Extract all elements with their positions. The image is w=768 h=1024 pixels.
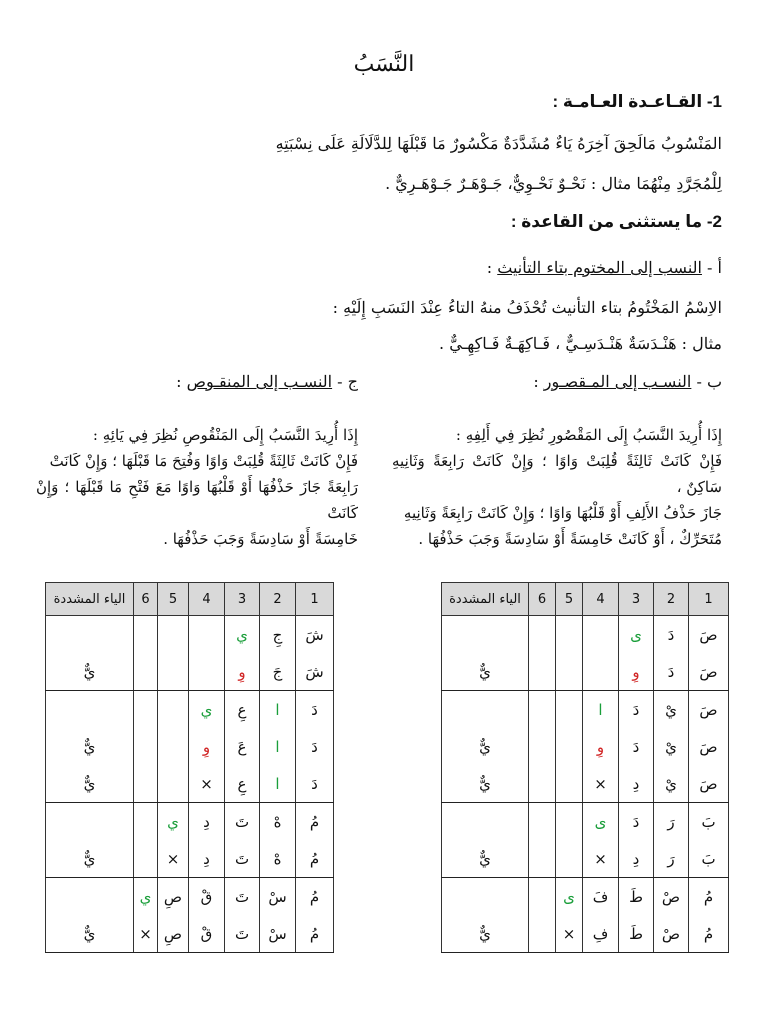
table-cell: دَ — [619, 691, 654, 729]
table-cell: مُ — [296, 915, 334, 953]
table-cell: يْ — [654, 728, 689, 765]
table-header-cell: 5 — [556, 583, 583, 616]
table-cell: صْ — [654, 915, 689, 953]
table-cell — [134, 728, 158, 765]
table-cell — [442, 691, 529, 729]
subsection-a — [487, 258, 722, 277]
table-cell — [529, 803, 556, 841]
table-cell: يٌّ — [442, 653, 529, 691]
table-cell: ى — [619, 616, 654, 654]
table-row — [442, 653, 729, 691]
table-cell: رَ — [654, 840, 689, 878]
page-title: النَّسَبُ — [353, 52, 415, 77]
table-cell: صَ — [689, 728, 729, 765]
table-cell: شَ — [296, 653, 334, 691]
table-cell: دِ — [619, 765, 654, 803]
table-cell: هْ — [260, 803, 296, 841]
c-rule-line: رَابِعَةً جَازَ حَذْفُهَا أَوْ قَلْبُهَا وَاوًا مَعَ فَتْحِ مَا قَبْلَهَا ؛ وَإِنْ كَانَتْ — [36, 478, 358, 522]
subsection-c-rule — [36, 422, 358, 552]
table-cell — [529, 653, 556, 691]
table-cell: × — [158, 840, 189, 878]
table-cell: ا — [260, 765, 296, 803]
table-cell: دِ — [189, 803, 225, 841]
c-rule-line: خَامِسَةً أَوْ سَادِسَةً وَجَبَ حَذْفُهَا . — [163, 530, 358, 548]
b-rule-line: جَازَ حَذْفُ الأَلِفِ أَوْ قَلْبُهَا وَاوًا ؛ وَإِنْ كَانَتْ رَابِعَةً وَثَانِيهِ — [403, 504, 722, 522]
table-cell — [583, 653, 619, 691]
table-header-cell: 4 — [583, 583, 619, 616]
table-row — [442, 728, 729, 765]
subsection-b-prefix: ب - — [691, 372, 722, 391]
table-cell: يٌّ — [46, 653, 134, 691]
table-row — [46, 653, 334, 691]
table-cell: مُ — [296, 803, 334, 841]
subsection-b-suffix: : — [533, 372, 544, 391]
subsection-a-example: مثال : هَنْـدَسَةٌ هَنْـدَسِـيٌّ ، فَـاكِهَـةٌ فَـاكِهِـيٌّ . — [439, 334, 722, 353]
table-row — [442, 878, 729, 916]
table-cell — [134, 765, 158, 803]
table-cell: يْ — [654, 765, 689, 803]
table-header-cell: 6 — [134, 583, 158, 616]
table-cell: فَ — [583, 878, 619, 916]
section1-heading: 1- القـاعـدة العـامـة : — [552, 92, 722, 111]
section2-heading: 2- ما يستثنى من القاعدة : — [510, 212, 722, 231]
subsection-c-label: النسـب إلى المنقـوص — [186, 372, 333, 391]
table-cell: طَ — [619, 878, 654, 916]
table-cell: ى — [556, 878, 583, 916]
table-cell — [46, 691, 134, 729]
subsection-c-suffix: : — [176, 372, 187, 391]
table-cell: × — [556, 915, 583, 953]
manqus-table — [45, 582, 334, 953]
table-cell: ي — [134, 878, 158, 916]
subsection-a-prefix: أ - — [701, 258, 722, 277]
table-cell — [134, 691, 158, 729]
table-cell — [46, 616, 134, 654]
table-cell: يٌّ — [46, 840, 134, 878]
subsection-b — [533, 372, 722, 391]
table-cell: دَ — [619, 728, 654, 765]
b-rule-line: مُتَحَرِّكٌ ، أَوْ كَانَتْ خَامِسَةً أَوْ سَادِسَةً وَجَبَ حَذْفُهَا . — [418, 530, 722, 548]
table-cell: وِ — [225, 653, 260, 691]
table-cell: ي — [225, 616, 260, 654]
table-row — [46, 915, 334, 953]
table-cell — [134, 616, 158, 654]
table-cell: يٌّ — [442, 915, 529, 953]
table-cell — [529, 616, 556, 654]
table-cell: صَ — [689, 653, 729, 691]
table-cell: × — [583, 765, 619, 803]
table-cell — [529, 728, 556, 765]
table-cell — [158, 691, 189, 729]
table-cell — [529, 915, 556, 953]
table-cell: دَ — [654, 616, 689, 654]
table-cell: دِ — [189, 840, 225, 878]
table-cell: قْ — [189, 915, 225, 953]
b-rule-line: إِذَا أُرِيدَ النَّسَبُ إِلَى المَقْصُورِ نُظِرَ فِي أَلِفِهِ : — [455, 426, 722, 444]
table-cell: ا — [260, 691, 296, 729]
table-cell: يٌّ — [46, 765, 134, 803]
table-cell: طَ — [619, 915, 654, 953]
table-cell: رَ — [654, 803, 689, 841]
table-cell — [556, 616, 583, 654]
table-cell — [158, 616, 189, 654]
subsection-b-rule — [392, 422, 722, 552]
table-cell: × — [583, 840, 619, 878]
table-row — [46, 765, 334, 803]
subsection-c — [176, 372, 358, 391]
table-cell: وِ — [619, 653, 654, 691]
b-rule-line: فَإِنْ كَانَتْ ثَالِثَةً قُلِبَتْ وَاوًا ؛ وَإِنْ كَانَتْ رَابِعَةً وَثَانِيهِ سَاكِنٌ ، — [392, 452, 722, 496]
table-header-cell: 6 — [529, 583, 556, 616]
table-cell: يٌّ — [442, 765, 529, 803]
section1-line1: المَنْسُوبُ مَالَحِقَ آخِرَهُ يَاءٌ مُشَدَّدَةٌ مَكْسُورٌ مَا قَبْلَهَا لِلدَّلَالَةِ عَلَى نِسْبَتِهِ — [275, 134, 722, 153]
table-cell: عَ — [225, 728, 260, 765]
table-cell — [189, 653, 225, 691]
table-header-cell: 2 — [260, 583, 296, 616]
table-header-cell: 2 — [654, 583, 689, 616]
table-cell: ا — [583, 691, 619, 729]
table-row — [46, 840, 334, 878]
table-cell — [134, 803, 158, 841]
table-row — [442, 765, 729, 803]
table-cell — [556, 765, 583, 803]
table-cell — [529, 878, 556, 916]
table-cell — [556, 728, 583, 765]
table-row — [442, 691, 729, 729]
table-row — [46, 878, 334, 916]
table-cell: وِ — [189, 728, 225, 765]
table-cell — [134, 653, 158, 691]
table-cell: مُ — [296, 840, 334, 878]
table-cell: ي — [158, 803, 189, 841]
table-cell: يٌّ — [442, 840, 529, 878]
subsection-c-prefix: ج - — [332, 372, 358, 391]
table-cell: هْ — [260, 840, 296, 878]
table-cell: تَ — [225, 803, 260, 841]
table-cell: قْ — [189, 878, 225, 916]
table-cell: × — [189, 765, 225, 803]
table-header-cell: الياء المشددة — [442, 583, 529, 616]
table-cell — [189, 616, 225, 654]
subsection-a-suffix: : — [486, 258, 498, 277]
table-cell — [442, 803, 529, 841]
table-header-cell: الياء المشددة — [46, 583, 134, 616]
table-cell — [556, 803, 583, 841]
table-cell: يٌّ — [46, 728, 134, 765]
maqsur-table — [441, 582, 729, 953]
table-cell: صَ — [689, 691, 729, 729]
table-header-cell: 5 — [158, 583, 189, 616]
table-cell: ا — [260, 728, 296, 765]
table-cell: سْ — [260, 915, 296, 953]
c-rule-line: فَإِنْ كَانَتْ ثَالِثَةً قُلِبَتْ وَاوًا وَفُتِحَ مَا قَبْلَهَا ؛ وَإِنْ كَانَتْ — [49, 452, 358, 470]
table-cell: صِ — [158, 878, 189, 916]
table-cell: جَ — [260, 653, 296, 691]
table-cell — [556, 653, 583, 691]
table-cell — [529, 691, 556, 729]
table-cell: صَ — [689, 616, 729, 654]
table-header-cell: 3 — [619, 583, 654, 616]
table-cell: مُ — [689, 878, 729, 916]
table-cell: يْ — [654, 691, 689, 729]
table-header-cell: 1 — [296, 583, 334, 616]
table-cell — [46, 878, 134, 916]
table-cell: يٌّ — [442, 728, 529, 765]
table-cell: عِ — [225, 765, 260, 803]
table-row — [442, 915, 729, 953]
table-cell: بَ — [689, 840, 729, 878]
table-cell: صْ — [654, 878, 689, 916]
table-cell: صِ — [158, 915, 189, 953]
table-cell: دَ — [619, 803, 654, 841]
table-cell: ى — [583, 803, 619, 841]
table-cell — [158, 728, 189, 765]
table-cell: دَ — [654, 653, 689, 691]
table-row — [442, 616, 729, 654]
table-header-cell: 1 — [689, 583, 729, 616]
table-cell: بَ — [689, 803, 729, 841]
table-cell — [556, 840, 583, 878]
table-cell — [529, 840, 556, 878]
table-row — [442, 840, 729, 878]
table-cell: وِ — [583, 728, 619, 765]
table-cell: تَ — [225, 840, 260, 878]
table-cell — [158, 765, 189, 803]
table-cell: × — [134, 915, 158, 953]
table-cell: تَ — [225, 878, 260, 916]
table-cell — [529, 765, 556, 803]
table-cell: تَ — [225, 915, 260, 953]
table-cell: دِ — [619, 840, 654, 878]
table-cell — [158, 653, 189, 691]
table-cell: صَ — [689, 765, 729, 803]
table-header-cell: 4 — [189, 583, 225, 616]
table-row — [46, 691, 334, 729]
table-cell: ي — [189, 691, 225, 729]
table-cell: مُ — [689, 915, 729, 953]
c-rule-line: إِذَا أُرِيدَ النَّسَبُ إِلَى المَنْقُوصِ نُظِرَ فِي يَائِهِ : — [92, 426, 358, 444]
table-cell — [583, 616, 619, 654]
table-cell: عِ — [225, 691, 260, 729]
subsection-a-label: النسب إلى المختوم بتاء التأنيث — [497, 258, 702, 277]
table-cell — [46, 803, 134, 841]
table-cell — [442, 616, 529, 654]
subsection-a-rule: الاِسْمُ المَخْتُومُ بتاء التأنيث تُحْذَفُ منهُ التاءُ عِنْدَ النَسَبِ إِلَيْهِ : — [332, 298, 722, 317]
subsection-b-label: النسـب إلى المـقصـور — [543, 372, 692, 391]
table-cell: دَ — [296, 728, 334, 765]
table-cell: يٌّ — [46, 915, 134, 953]
table-cell: دَ — [296, 691, 334, 729]
table-row — [46, 728, 334, 765]
table-cell: مُ — [296, 878, 334, 916]
table-cell — [556, 691, 583, 729]
table-cell — [134, 840, 158, 878]
table-cell: جِ — [260, 616, 296, 654]
table-row — [46, 616, 334, 654]
table-cell: سْ — [260, 878, 296, 916]
table-cell — [442, 878, 529, 916]
table-cell: دَ — [296, 765, 334, 803]
table-row — [442, 803, 729, 841]
table-cell: فِ — [583, 915, 619, 953]
table-cell: شَ — [296, 616, 334, 654]
section1-line2: لِلْمُجَرَّدِ مِنْهُمَا مثال : نَحْـوٌ نَحْـوِيٌّ، جَـوْهَـرٌ جَـوْهَـرِيٌّ . — [385, 174, 722, 193]
table-header-cell: 3 — [225, 583, 260, 616]
table-row — [46, 803, 334, 841]
